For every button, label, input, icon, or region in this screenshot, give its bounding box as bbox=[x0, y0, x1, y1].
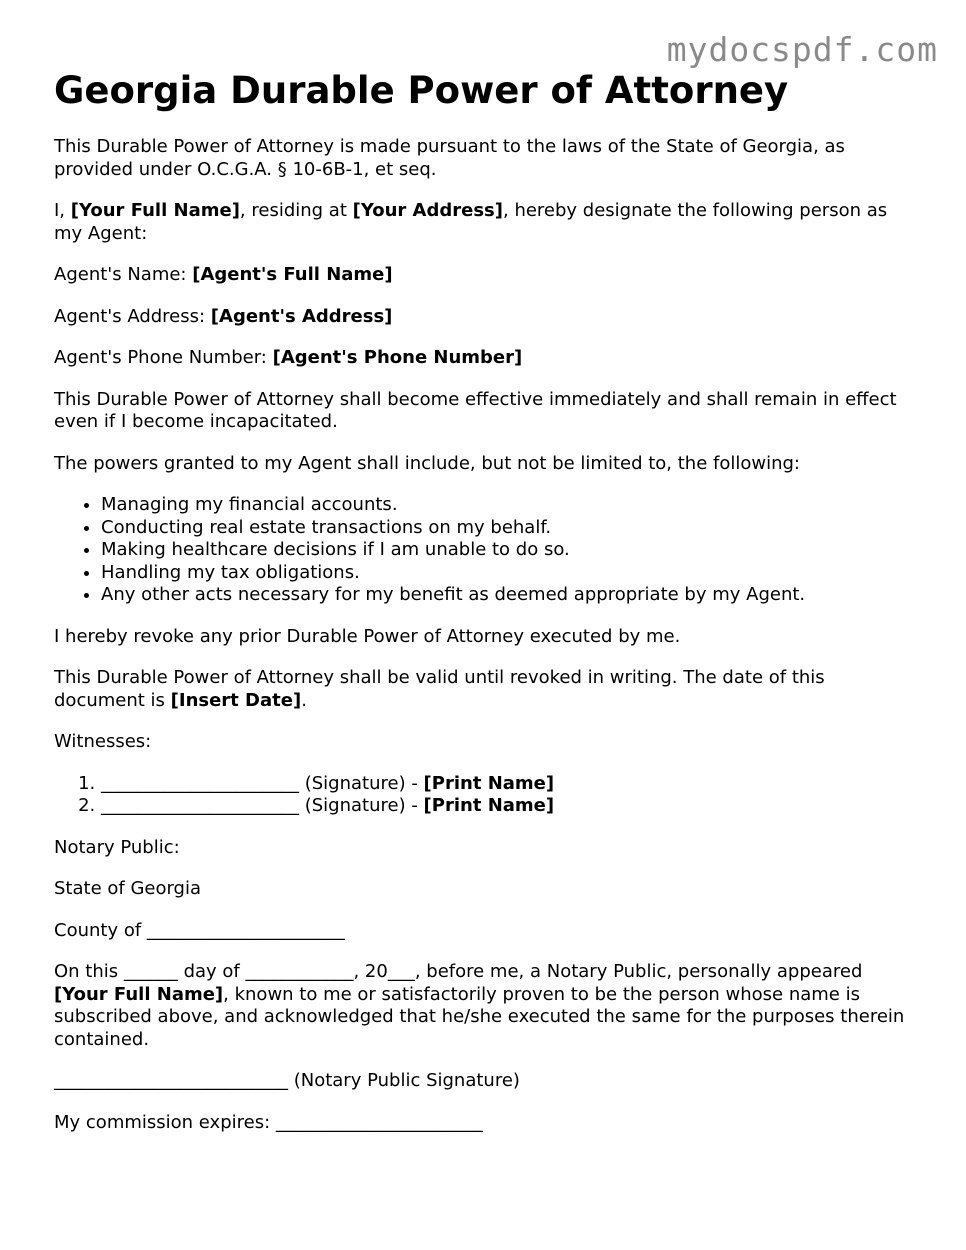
document-title: Georgia Durable Power of Attorney bbox=[54, 69, 789, 112]
validity-paragraph: This Durable Power of Attorney shall be valid until revoked in writing. The date of this document is [Insert Date]. bbox=[54, 667, 825, 711]
commission-line: My commission expires: _______________________ bbox=[54, 1111, 483, 1133]
powers-list bbox=[54, 494, 914, 607]
watermark: mydocspdf.com bbox=[666, 30, 938, 69]
print-name-placeholder: [Print Name] bbox=[423, 772, 555, 794]
list-item: • Making healthcare decisions if I am unable to do so. bbox=[101, 539, 914, 562]
agent-phone-line: Agent's Phone Number: [Agent's Phone Number] bbox=[54, 347, 523, 368]
notary-signature-line: __________________________ (Notary Public Signature) bbox=[54, 1070, 520, 1091]
list-item: • Managing my financial accounts. bbox=[101, 494, 914, 517]
agent-name-placeholder: [Agent's Full Name] bbox=[192, 264, 393, 285]
powers-intro: The powers granted to my Agent shall include, but not be limited to, the following: bbox=[54, 452, 800, 474]
principal-name-placeholder: [Your Full Name] bbox=[70, 200, 240, 221]
agent-name-line: Agent's Name: [Agent's Full Name] bbox=[54, 264, 393, 285]
county-line: County of ______________________ bbox=[54, 919, 345, 941]
revoke-paragraph: I hereby revoke any prior Durable Power of Attorney executed by me. bbox=[54, 625, 681, 647]
list-item: • Any other acts necessary for my benefit as deemed appropriate by my Agent. bbox=[101, 584, 914, 607]
list-item: • Conducting real estate transactions on my behalf. bbox=[101, 517, 914, 540]
state-line: State of Georgia bbox=[54, 878, 202, 899]
list-item: 2. ______________________ (Signature) - [Print Name] bbox=[101, 795, 914, 818]
document-page bbox=[54, 68, 914, 1153]
witnesses-label: Witnesses: bbox=[54, 731, 152, 752]
principal-address-placeholder: [Your Address] bbox=[352, 200, 503, 221]
intro-paragraph: This Durable Power of Attorney is made pursuant to the laws of the State of Georgia, as provided under O.C.G.A. § 10-6B-1, et seq. bbox=[54, 136, 845, 180]
effective-paragraph: This Durable Power of Attorney shall become effective immediately and shall remain in effect even if I become incapacitated. bbox=[54, 388, 897, 432]
designation-paragraph: I, [Your Full Name], residing at [Your Address], hereby designate the following person as my Agent: bbox=[54, 200, 888, 244]
print-name-placeholder: [Print Name] bbox=[423, 795, 555, 816]
notary-label: Notary Public: bbox=[54, 836, 180, 858]
list-item: 1. ______________________ (Signature) - [Print Name] bbox=[101, 773, 914, 796]
acknowledgment-paragraph: On this ______ day of ____________, 20___, before me, a Notary Public, personally appeared [Your Full Name], known to me or satisfactorily proven to be the person whose name is subscribed above, and acknowledged that he/she executed the same for the purposes therein contained. bbox=[54, 961, 905, 1050]
date-placeholder: [Insert Date] bbox=[170, 689, 302, 711]
witnesses-list bbox=[54, 773, 914, 818]
agent-phone-placeholder: [Agent's Phone Number] bbox=[272, 347, 523, 368]
list-item: • Handling my tax obligations. bbox=[101, 562, 914, 585]
agent-address-placeholder: [Agent's Address] bbox=[210, 305, 393, 327]
agent-address-line: Agent's Address: [Agent's Address] bbox=[54, 305, 393, 327]
principal-name-placeholder: [Your Full Name] bbox=[54, 983, 224, 1005]
